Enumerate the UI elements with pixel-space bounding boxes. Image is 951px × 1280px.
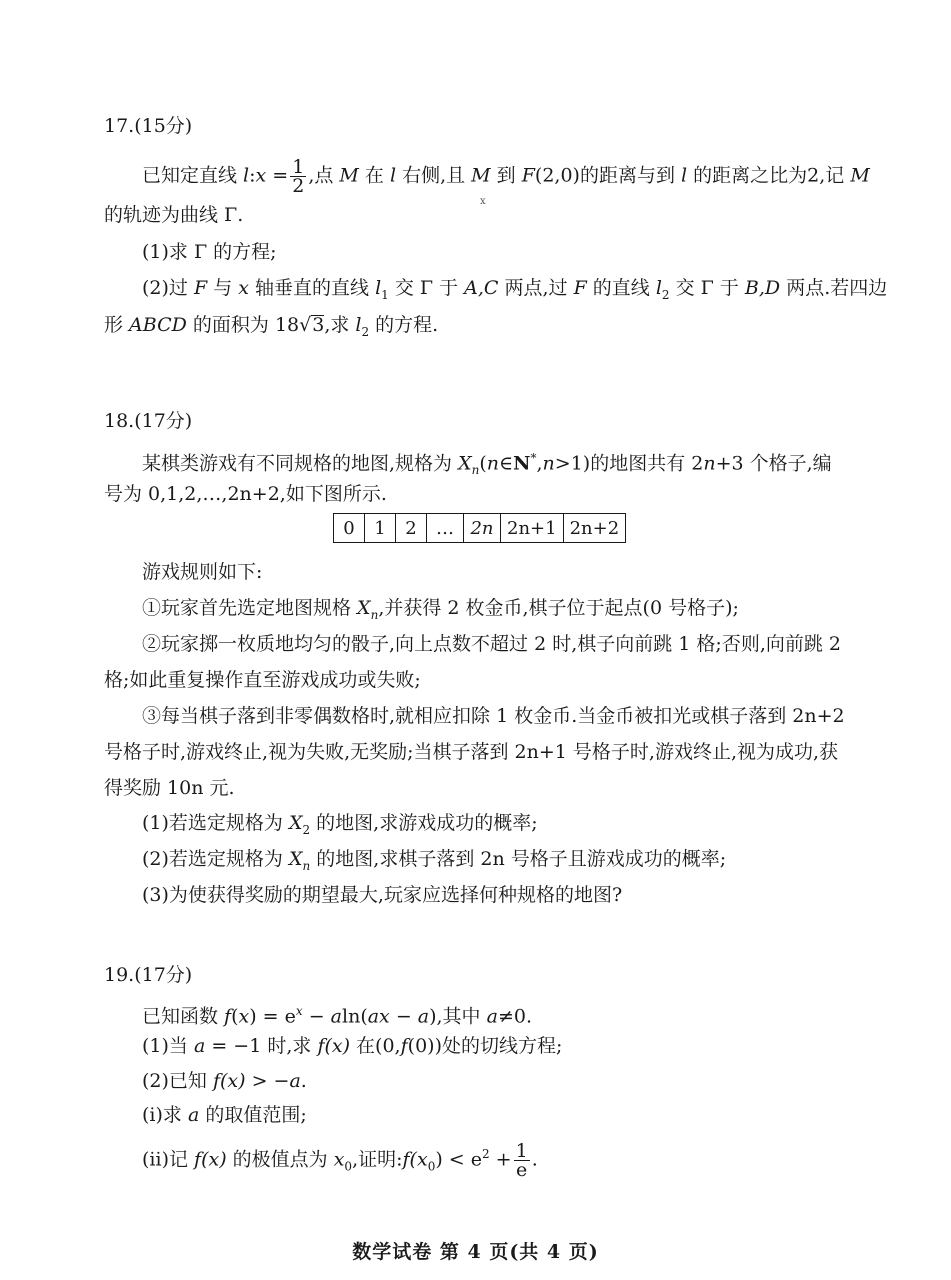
grid-cells-table	[333, 513, 626, 543]
grid-cell: 2n	[464, 514, 501, 543]
sqrt-three: 3	[312, 314, 325, 336]
q19-subquestion-2-ii: (ⅱ)记 f(x) 的极值点为 $x_0$,证明$:f(x_0) < e^2$ + $\frac{1}{e}$ .	[142, 1140, 538, 1181]
q18-rule-3-cont2: 得奖励 10n 元.	[104, 777, 235, 799]
grid-row	[334, 514, 626, 543]
grid-cell: 2n+1	[501, 514, 564, 543]
q18-rule-2-cont: 格;如此重复操作直至游戏成功或失败;	[104, 669, 421, 691]
q19-paragraph-line1: 已知函数 $f(x) = e^x - aln(ax - a)$,其中 a≠0.	[142, 1004, 532, 1028]
q18-rule-3-cont: 号格子时,游戏终止,视为失败,无奖励;当棋子落到 2n+1 号格子时,游戏终止,视为成功,获	[104, 741, 839, 763]
fraction-one-half: $\frac{1}{2}$	[292, 156, 305, 197]
q18-paragraph-line1: 某棋类游戏有不同规格的地图,规格为 $X_n(n\in N^*,n>1)$的地图共有 2n+3 个格子,编	[142, 451, 832, 478]
q18-rule-2: ②玩家掷一枚质地均匀的骰子,向上点数不超过 2 时,棋子向前跳 1 格;否则,向前跳 2	[142, 633, 841, 655]
q19-subquestion-2-i: (ⅰ)求 a 的取值范围;	[142, 1104, 307, 1126]
q17-paragraph-line1: 已知定直线 l:x = $\frac{1}{2}$ ,点 M 在 l 右侧,且 M 到 F(2,0)的距离与到 l 的距离之比为2,记 M	[142, 156, 870, 197]
q18-paragraph-line2: 号为 0,1,2,…,2n+2,如下图所示.	[104, 483, 387, 505]
q17-subquestion-2-cont: 形 ABCD 的面积为 18√3,求 $l_2$ 的方程.	[104, 314, 439, 339]
q18-subquestion-2: (2)若选定规格为 $X_n$ 的地图,求棋子落到 2n 号格子且游戏成功的概率;	[142, 848, 727, 873]
stray-mark: x	[480, 196, 486, 207]
grid-cell: 2n+2	[563, 514, 626, 543]
q17-header: 17.(15分)	[104, 115, 193, 137]
q18-rules-title: 游戏规则如下:	[142, 561, 263, 583]
sqrt-sign: √	[299, 314, 312, 336]
q18-subquestion-3: (3)为使获得奖励的期望最大,玩家应选择何种规格的地图?	[142, 884, 623, 906]
page-footer: 数学试卷 第 4 页(共 4 页)	[352, 1241, 599, 1263]
q18-header: 18.(17分)	[104, 410, 193, 432]
grid-cell: 0	[334, 514, 365, 543]
q19-header: 19.(17分)	[104, 964, 193, 986]
q19-subquestion-1: (1)当 a = −1 时,求 f(x) 在(0,f(0))处的切线方程;	[142, 1035, 563, 1057]
q18-rule-3: ③每当棋子落到非零偶数格时,就相应扣除 1 枚金币.当金币被扣光或棋子落到 2n+2	[142, 705, 845, 727]
grid-cell: …	[427, 514, 464, 543]
fraction-one-over-e: $\frac{1}{e}$	[515, 1140, 528, 1181]
grid-cell: 2	[396, 514, 427, 543]
q17-subquestion-2: (2)过 F 与 x 轴垂直的直线 $l_1$ 交 Γ 于 A,C 两点,过 F 的直线 $l_2$ 交 Γ 于 B,D 两点.若四边	[142, 277, 888, 302]
q18-rule-1: ①玩家首先选定地图规格 $X_n$,并获得 2 枚金币,棋子位于起点(0 号格子);	[142, 597, 739, 622]
q17-subquestion-1: (1)求 Γ 的方程;	[142, 241, 277, 263]
q17-paragraph-line2: 的轨迹为曲线 Γ.	[104, 204, 244, 226]
grid-cell: 1	[365, 514, 396, 543]
q19-subquestion-2: (2)已知 f(x) > −a.	[142, 1070, 307, 1092]
q18-subquestion-1: (1)若选定规格为 $X_2$ 的地图,求游戏成功的概率;	[142, 812, 538, 837]
